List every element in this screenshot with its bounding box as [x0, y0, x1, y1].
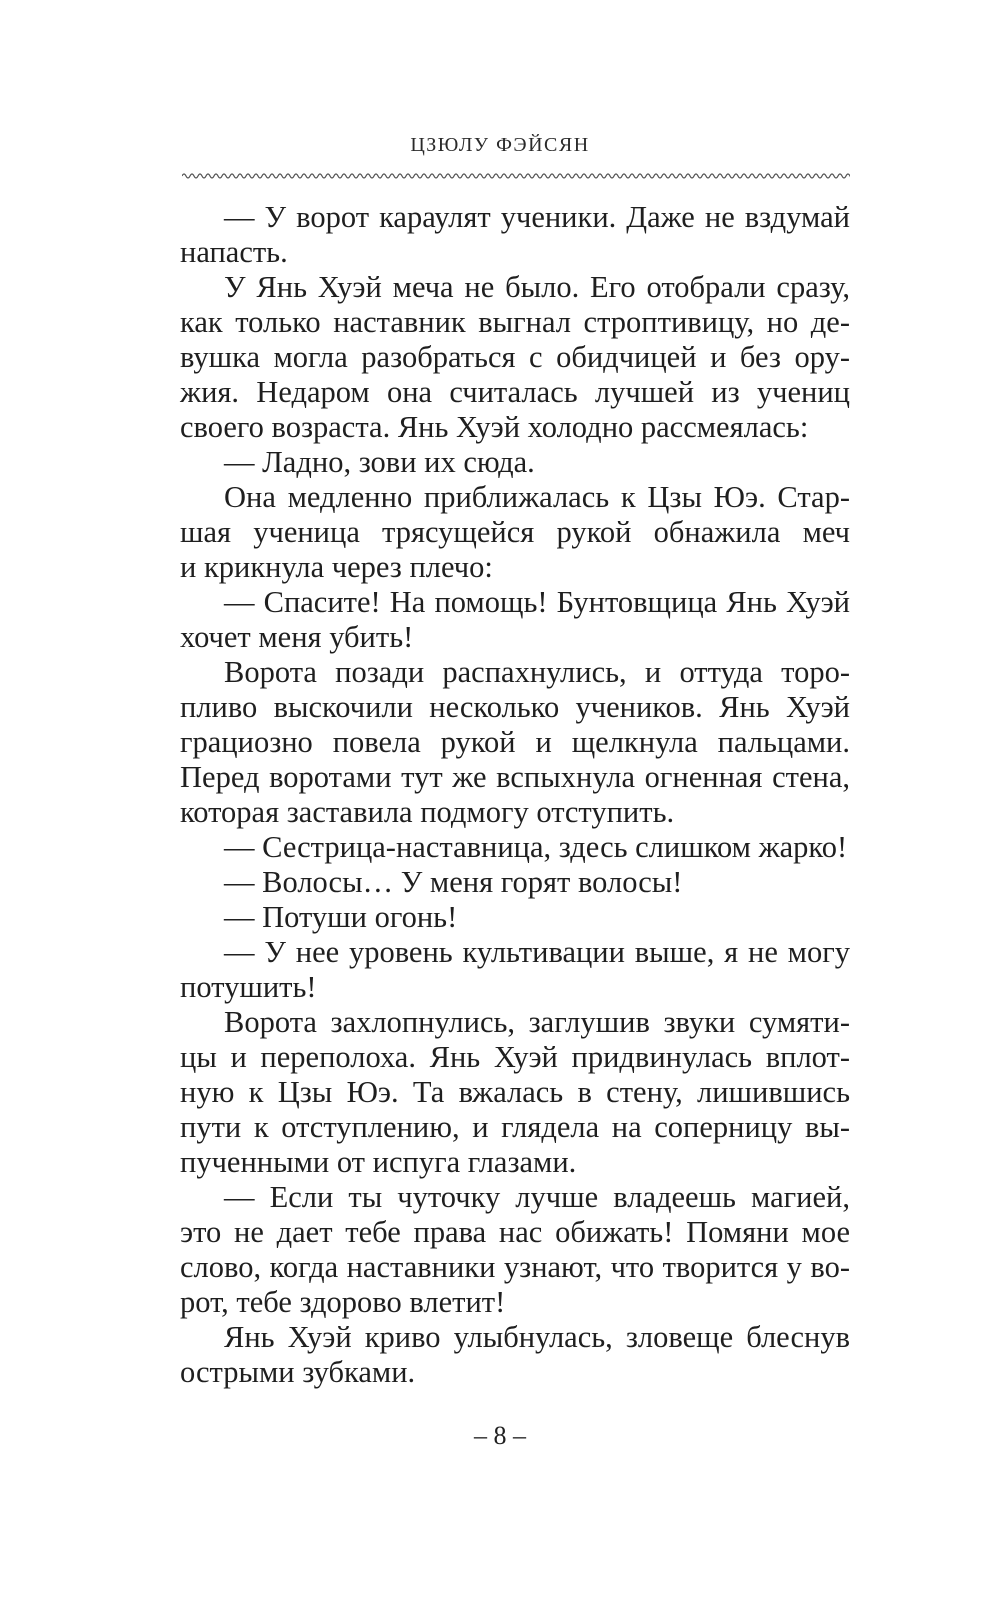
text-line: пученными от испуга глазами.: [180, 1145, 577, 1179]
text-line: ную к Цзы Юэ. Та вжалась в стену, лишившись: [180, 1075, 850, 1109]
text-line: напасть.: [180, 235, 288, 269]
text-line: хочет меня убить!: [180, 620, 414, 654]
wavy-divider: [182, 170, 850, 182]
text-line: — У нее уровень культивации выше, я не могу: [224, 935, 850, 969]
text-line: как только наставник выгнал строптивицу, но де-: [180, 305, 850, 339]
text-line: — Потуши огонь!: [224, 900, 458, 934]
text-line: У Янь Хуэй меча не было. Его отобрали сразу,: [224, 270, 850, 304]
text-line: жия. Недаром она считалась лучшей из учениц: [180, 375, 850, 409]
text-line: слово, когда наставники узнают, что творится у во-: [180, 1250, 850, 1284]
text-line: острыми зубками.: [180, 1355, 416, 1389]
text-line: Перед воротами тут же вспыхнула огненная стена,: [180, 760, 850, 794]
text-line: — Волосы… У меня горят волосы!: [224, 865, 683, 899]
text-line: своего возраста. Янь Хуэй холодно рассмеялась:: [180, 410, 809, 444]
text-line: грациозно повела рукой и щелкнула пальцами.: [180, 725, 850, 759]
text-line: — Сестрица-наставница, здесь слишком жарко!: [224, 830, 848, 864]
text-line: которая заставила подмогу отступить.: [180, 795, 675, 829]
text-line: Янь Хуэй криво улыбнулась, зловеще блеснув: [224, 1320, 850, 1354]
text-line: Она медленно приближалась к Цзы Юэ. Стар-: [224, 480, 850, 514]
text-line: — Спасите! На помощь! Бунтовщица Янь Хуэй: [224, 585, 850, 619]
page-number: – 8 –: [474, 1421, 526, 1450]
text-line: пути к отступлению, и глядела на соперницу вы-: [180, 1110, 850, 1144]
text-line: — Ладно, зови их сюда.: [224, 445, 535, 479]
text-line: цы и переполоха. Янь Хуэй придвинулась вплот-: [180, 1040, 850, 1074]
text-line: рот, тебе здорово влетит!: [180, 1285, 506, 1319]
text-line: Ворота захлопнулись, заглушив звуки сумяти-: [224, 1005, 850, 1039]
text-line: — Если ты чуточку лучше владеешь магией,: [224, 1180, 850, 1214]
text-line: — У ворот караулят ученики. Даже не вздумай: [224, 200, 850, 234]
text-line: пливо выскочили несколько учеников. Янь Хуэй: [180, 690, 850, 724]
text-line: и крикнула через плечо:: [180, 550, 493, 584]
text-line: шая ученица трясущейся рукой обнажила меч: [180, 515, 850, 549]
body-text: [180, 200, 850, 1390]
text-line: вушка могла разобраться с обидчицей и без ору-: [180, 340, 850, 374]
text-line: это не дает тебе права нас обижать! Помяни мое: [180, 1215, 850, 1249]
text-line: потушить!: [180, 970, 317, 1004]
running-head: ЦЗЮЛУ ФЭЙСЯН: [410, 134, 590, 156]
text-line: Ворота позади распахнулись, и оттуда торо-: [224, 655, 850, 689]
